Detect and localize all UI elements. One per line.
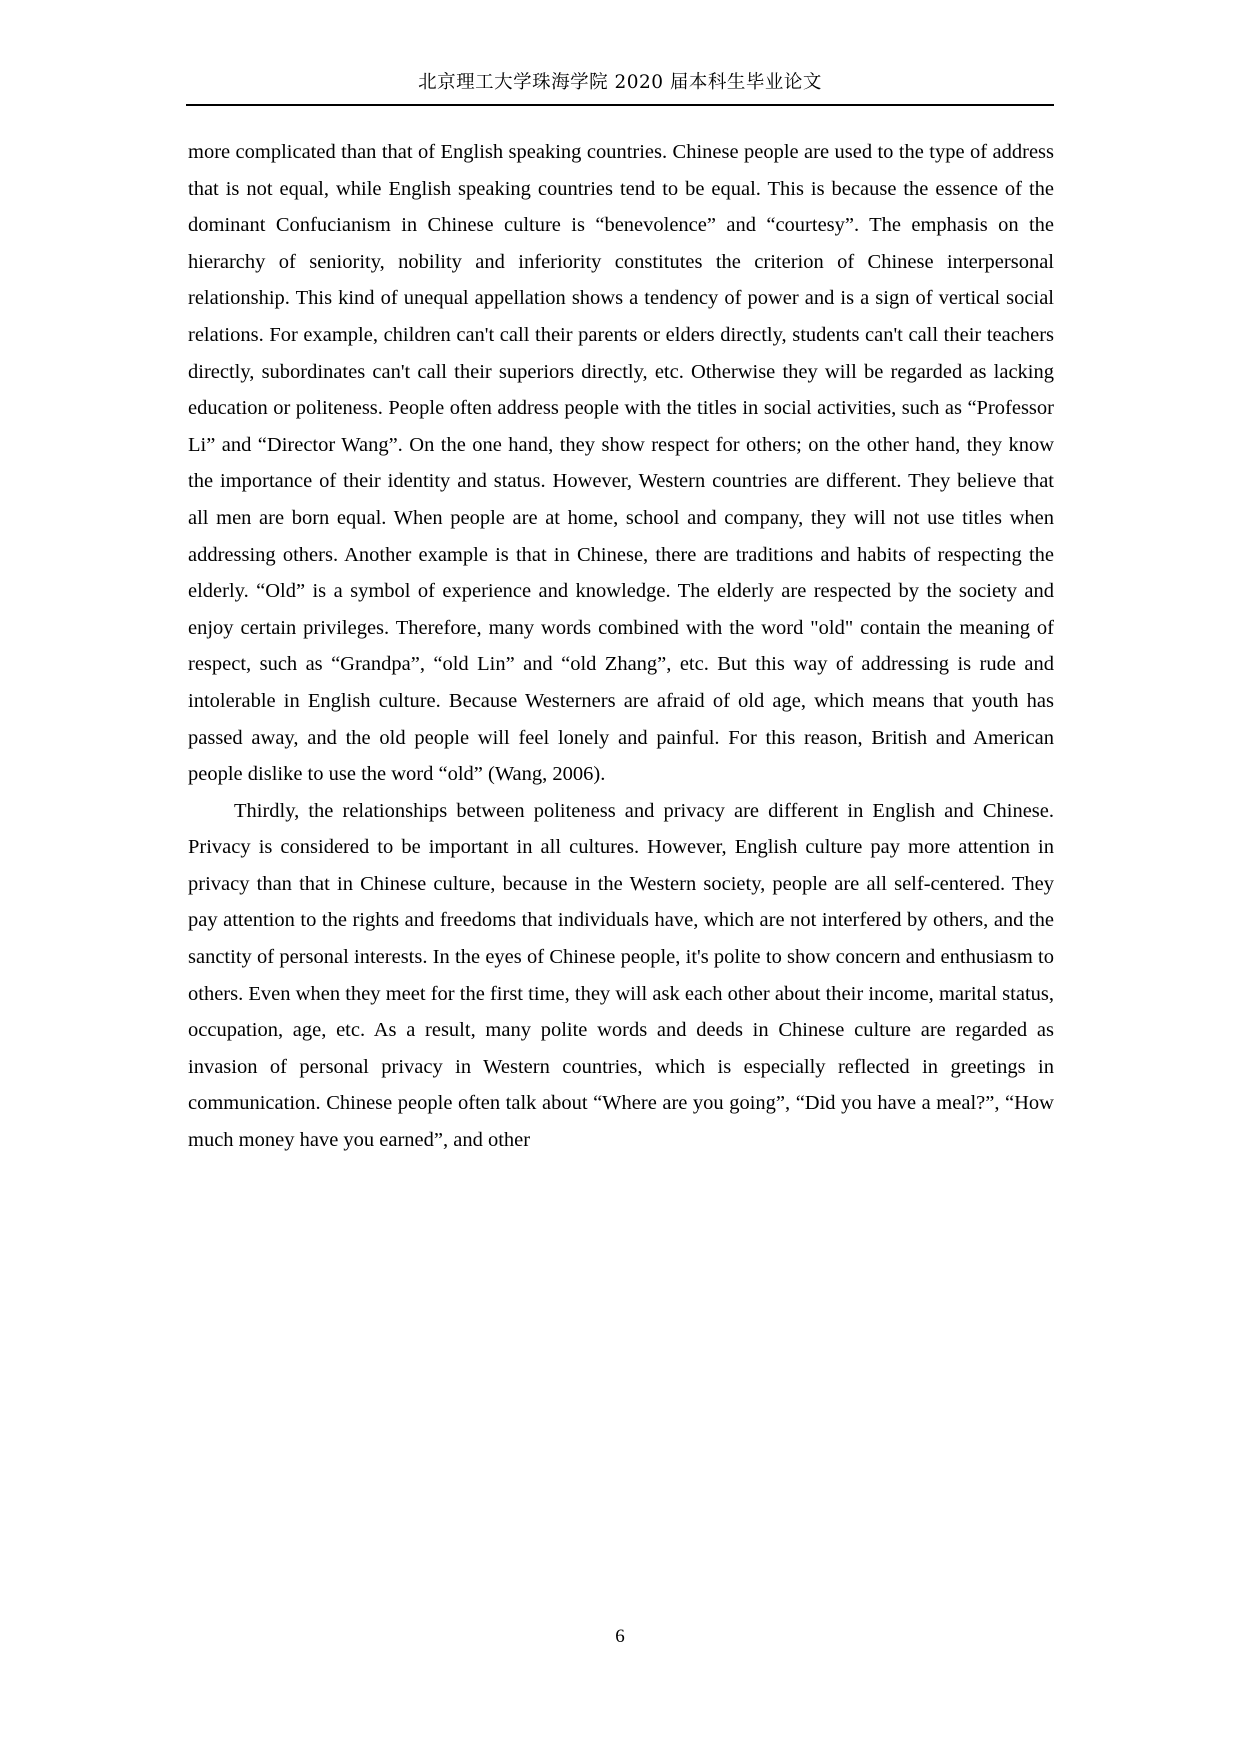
page-header [186, 72, 1054, 94]
body-paragraph: Thirdly, the relationships between politeness and privacy are different in English and Chinese. Privacy is considered to be important in all cultures. However, English culture pay more attention in privacy than that in Chinese culture, because in the Western society, people are all self-centered. They pay attention to the rights and freedoms that individuals have, which are not interfered by others, and the sanctity of personal interests. In the eyes of Chinese people, it's polite to show concern and enthusiasm to others. Even when they meet for the first time, they will ask each other about their income, marital status, occupation, age, etc. As a result, many polite words and deeds in Chinese culture are regarded as invasion of personal privacy in Western countries, which is especially reflected in greetings in communication. Chinese people often talk about “Where are you going”, “Did you have a meal?”, “How much money have you earned”, and other [188, 799, 1054, 1152]
page-number: 6 [615, 1626, 625, 1647]
header-divider [186, 104, 1054, 106]
body-paragraph: more complicated than that of English speaking countries. Chinese people are used to the type of address that is not equal, while English speaking countries tend to be equal. This is because the essence of the dominant Confucianism in Chinese culture is “benevolence” and “courtesy”. The emphasis on the hierarchy of seniority, nobility and inferiority constitutes the criterion of Chinese interpersonal relationship. This kind of unequal appellation shows a tendency of power and is a sign of vertical social relations. For example, children can't call their parents or elders directly, students can't call their teachers directly, subordinates can't call their superiors directly, etc. Otherwise they will be regarded as lacking education or politeness. People often address people with the titles in social activities, such as “Professor Li” and “Director Wang”. On the one hand, they show respect for others; on the other hand, they know the importance of their identity and status. However, Western countries are different. They believe that all men are born equal. When people are at home, school and company, they will not use titles when addressing others. Another example is that in Chinese, there are traditions and habits of respecting the elderly. “Old” is a symbol of experience and knowledge. The elderly are respected by the society and enjoy certain privileges. Therefore, many words combined with the word "old" contain the meaning of respect, such as “Grandpa”, “old Lin” and “old Zhang”, etc. But this way of addressing is rude and intolerable in English culture. Because Westerners are afraid of old age, which means that youth has passed away, and the old people will feel lonely and painful. For this reason, British and American people dislike to use the word “old” (Wang, 2006). [188, 141, 1054, 786]
page-body [188, 134, 1054, 1159]
header-title: 北京理工大学珠海学院 2020 届本科生毕业论文 [418, 72, 822, 93]
page-footer [0, 1626, 1240, 1648]
